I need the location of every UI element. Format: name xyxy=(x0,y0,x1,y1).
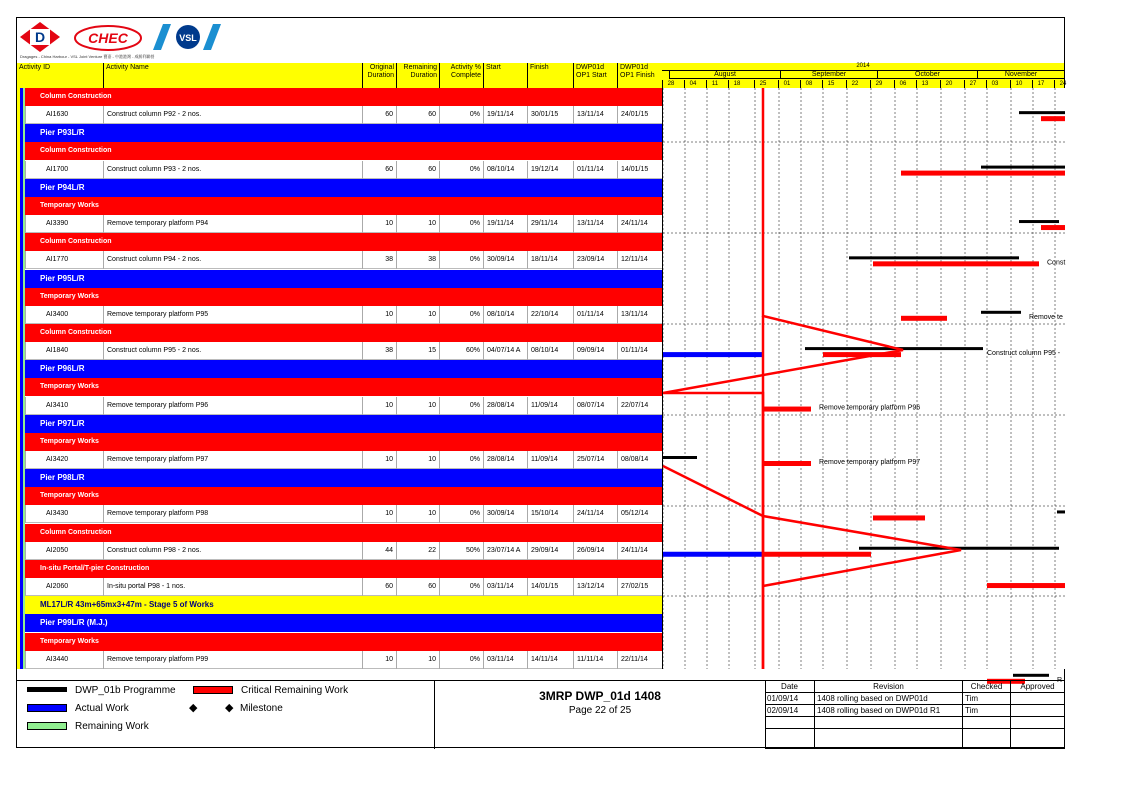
group-name: Pier P97L/R xyxy=(40,418,85,428)
revision-table xyxy=(765,681,1065,749)
gantt-bar xyxy=(763,407,811,412)
rev-text: 1408 rolling based on DWP01d R1 xyxy=(815,705,963,717)
cell-orig: 38 xyxy=(362,342,396,360)
timescale-week: 27 xyxy=(964,80,981,88)
group-header-row[interactable] xyxy=(25,633,662,651)
gantt-bar xyxy=(1041,116,1065,121)
cell-pct: 0% xyxy=(439,505,483,523)
milestone-diamond-icon: ◆ xyxy=(225,702,234,714)
legend-actual-label: Actual Work xyxy=(75,703,129,714)
timescale-week: 25 xyxy=(754,80,771,88)
footer xyxy=(17,680,1064,749)
cell-orig: 10 xyxy=(362,397,396,415)
cell-op1-finish: 22/11/14 xyxy=(617,651,662,669)
cell-rem: 10 xyxy=(396,505,439,523)
cell-finish: 11/09/14 xyxy=(527,397,573,415)
gantt-bar xyxy=(901,171,1065,176)
cell-rem: 60 xyxy=(396,161,439,179)
cell-pct: 0% xyxy=(439,306,483,324)
group-name: Pier P99L/R (M.J.) xyxy=(40,618,108,628)
cell-op1-finish: 08/08/14 xyxy=(617,451,662,469)
cell-start: 23/07/14 A xyxy=(483,542,527,560)
group-name: Column Construction xyxy=(40,528,112,536)
gantt-bar xyxy=(981,166,1065,169)
cell-rem: 38 xyxy=(396,251,439,269)
timescale-week: 01 xyxy=(778,80,795,88)
cell-name: In-situ portal P98 - 1 nos. xyxy=(103,578,362,596)
col-finish[interactable]: Finish xyxy=(527,63,573,88)
group-header-row[interactable] xyxy=(25,596,662,614)
cell-op1-finish: 13/11/14 xyxy=(617,306,662,324)
cell-orig: 38 xyxy=(362,251,396,269)
critical-path-line xyxy=(663,466,961,586)
cell-op1-start: 09/09/14 xyxy=(573,342,617,360)
group-header-row[interactable] xyxy=(25,560,662,578)
rev-date: 02/09/14 xyxy=(765,705,815,717)
col-op1-finish[interactable]: DWP01d OP1 Finish xyxy=(617,63,662,88)
cell-name: Construct column P93 - 2 nos. xyxy=(103,161,362,179)
cell-pct: 50% xyxy=(439,542,483,560)
group-name: Pier P93L/R xyxy=(40,128,85,138)
col-original-duration[interactable]: Original Duration xyxy=(362,63,396,88)
cell-name: Remove temporary platform P97 xyxy=(103,451,362,469)
cell-start: 30/09/14 xyxy=(483,505,527,523)
row-indicator-bar xyxy=(17,88,25,669)
col-remaining-duration[interactable]: Remaining Duration xyxy=(396,63,439,88)
table-row[interactable] xyxy=(25,306,662,324)
cell-op1-start: 13/11/14 xyxy=(573,106,617,124)
group-header-row[interactable] xyxy=(25,614,662,632)
timescale-month: November xyxy=(977,71,1064,79)
cell-orig: 44 xyxy=(362,542,396,560)
group-name: Pier P94L/R xyxy=(40,182,85,192)
table-row[interactable] xyxy=(25,451,662,469)
cell-op1-finish: 14/01/15 xyxy=(617,161,662,179)
rev-checked: Tim xyxy=(963,693,1011,705)
group-name: In-situ Portal/T-pier Construction xyxy=(40,564,150,572)
cell-op1-start: 01/11/14 xyxy=(573,161,617,179)
gantt-bar xyxy=(763,461,811,466)
cell-id: AI1630 xyxy=(25,106,103,124)
col-op1-start[interactable]: DWP01d OP1 Start xyxy=(573,63,617,88)
timescale-month: September xyxy=(780,71,877,79)
cell-orig: 60 xyxy=(362,161,396,179)
cell-name: Construct column P92 - 2 nos. xyxy=(103,106,362,124)
table-row[interactable] xyxy=(25,542,662,560)
cell-finish: 30/01/15 xyxy=(527,106,573,124)
cell-rem: 10 xyxy=(396,451,439,469)
cell-finish: 29/11/14 xyxy=(527,215,573,233)
rev-header-date: Date xyxy=(765,681,815,693)
cell-op1-start: 11/11/14 xyxy=(573,651,617,669)
table-row[interactable] xyxy=(25,342,662,360)
cell-id: AI3410 xyxy=(25,397,103,415)
group-name: Pier P95L/R xyxy=(40,273,85,283)
cell-id: AI1770 xyxy=(25,251,103,269)
legend-remaining-label: Remaining Work xyxy=(75,721,149,732)
rev-header-revision: Revision xyxy=(815,681,963,693)
rev-approved xyxy=(1011,729,1065,749)
table-row[interactable] xyxy=(25,215,662,233)
cell-pct: 0% xyxy=(439,578,483,596)
group-name: Temporary Works xyxy=(40,437,99,445)
gantt-bar xyxy=(1057,510,1065,513)
gantt-bar xyxy=(1041,225,1065,230)
gantt-bar xyxy=(901,316,947,321)
cell-rem: 10 xyxy=(396,215,439,233)
cell-pct: 0% xyxy=(439,397,483,415)
gantt-bar xyxy=(663,552,763,557)
group-header-row[interactable] xyxy=(25,324,662,342)
group-header-row[interactable] xyxy=(25,233,662,251)
timescale-week: 17 xyxy=(1032,80,1049,88)
cell-start: 03/11/14 xyxy=(483,578,527,596)
gantt-bar-label: Remove te xyxy=(1029,313,1063,321)
table-row[interactable] xyxy=(25,505,662,523)
cell-finish: 15/10/14 xyxy=(527,505,573,523)
cell-name: Construct column P95 - 2 nos. xyxy=(103,342,362,360)
rev-approved xyxy=(1011,705,1065,717)
cell-pct: 60% xyxy=(439,342,483,360)
timescale-month: October xyxy=(877,71,977,79)
legend-programme-swatch xyxy=(27,687,67,692)
timescale-week: 08 xyxy=(800,80,817,88)
group-name: ML17L/R 43m+65mx3+47m - Stage 5 of Works xyxy=(40,600,214,610)
gantt-bar-label: Const xyxy=(1047,259,1066,267)
rev-checked xyxy=(963,729,1011,749)
timescale-week: 24 xyxy=(1054,80,1071,88)
cell-op1-finish: 12/11/14 xyxy=(617,251,662,269)
cell-finish: 29/09/14 xyxy=(527,542,573,560)
legend xyxy=(17,681,434,749)
svg-text:D: D xyxy=(34,29,46,45)
gantt-bar xyxy=(873,515,925,520)
group-header-row[interactable] xyxy=(25,378,662,396)
group-header-row[interactable] xyxy=(25,88,662,106)
group-header-row[interactable] xyxy=(25,124,662,142)
cell-op1-start: 13/12/14 xyxy=(573,578,617,596)
cell-rem: 60 xyxy=(396,578,439,596)
cell-id: AI2060 xyxy=(25,578,103,596)
legend-actual-swatch xyxy=(27,704,67,712)
cell-op1-finish: 05/12/14 xyxy=(617,505,662,523)
group-header-row[interactable] xyxy=(25,487,662,505)
rev-text xyxy=(815,717,963,729)
col-activity-name[interactable]: Activity Name xyxy=(103,63,362,88)
timescale-month: August xyxy=(669,71,780,79)
cell-op1-finish: 27/02/15 xyxy=(617,578,662,596)
group-header-row[interactable] xyxy=(25,142,662,160)
group-name: Temporary Works xyxy=(40,492,99,500)
cell-name: Construct column P94 - 2 nos. xyxy=(103,251,362,269)
timescale-week: 15 xyxy=(822,80,839,88)
cell-op1-start: 01/11/14 xyxy=(573,306,617,324)
timescale-week: 29 xyxy=(870,80,887,88)
col-start[interactable]: Start xyxy=(483,63,527,88)
group-name: Temporary Works xyxy=(40,383,99,391)
cell-name: Remove temporary platform P94 xyxy=(103,215,362,233)
col-activity-id[interactable]: Activity ID xyxy=(19,64,51,71)
group-header-row[interactable] xyxy=(25,179,662,197)
timescale-week: 11 xyxy=(706,80,723,88)
timescale-year: 2014 xyxy=(662,63,1064,71)
gantt-bar xyxy=(873,261,1039,266)
cell-name: Remove temporary platform P95 xyxy=(103,306,362,324)
rev-date: 01/09/14 xyxy=(765,693,815,705)
cell-finish: 18/11/14 xyxy=(527,251,573,269)
group-header-row[interactable] xyxy=(25,433,662,451)
cell-name: Remove temporary platform P99 xyxy=(103,651,362,669)
rev-approved xyxy=(1011,717,1065,729)
group-name: Pier P96L/R xyxy=(40,364,85,374)
table-row[interactable] xyxy=(25,397,662,415)
vsl-logo-icon xyxy=(153,22,223,52)
cell-id: AI3400 xyxy=(25,306,103,324)
rev-header-approved: Approved xyxy=(1011,681,1065,693)
gantt-bar xyxy=(763,552,871,557)
group-header-row[interactable] xyxy=(25,524,662,542)
cell-name: Construct column P98 - 2 nos. xyxy=(103,542,362,560)
gantt-bar-label: Construct column P95 - xyxy=(987,350,1061,358)
cell-finish: 19/12/14 xyxy=(527,161,573,179)
timescale-week: 22 xyxy=(846,80,863,88)
cell-start: 08/10/14 xyxy=(483,306,527,324)
rev-text: 1408 rolling based on DWP01d xyxy=(815,693,963,705)
logo-area xyxy=(18,20,218,62)
rev-header-checked: Checked xyxy=(963,681,1011,693)
group-name: Temporary Works xyxy=(40,637,99,645)
table-row[interactable] xyxy=(25,161,662,179)
cell-id: AI1840 xyxy=(25,342,103,360)
cell-op1-finish: 24/11/14 xyxy=(617,215,662,233)
cell-start: 19/11/14 xyxy=(483,215,527,233)
table-header xyxy=(17,63,662,89)
timescale-week: 10 xyxy=(1010,80,1027,88)
cell-id: AI3440 xyxy=(25,651,103,669)
cell-op1-start: 13/11/14 xyxy=(573,215,617,233)
cell-pct: 0% xyxy=(439,651,483,669)
legend-programme-label: DWP_01b Programme xyxy=(75,685,176,696)
cell-rem: 22 xyxy=(396,542,439,560)
timescale-week: 20 xyxy=(940,80,957,88)
cell-start: 04/07/14 A xyxy=(483,342,527,360)
table-row[interactable] xyxy=(25,106,662,124)
gantt-bar xyxy=(663,456,697,459)
project-title: 3MRP DWP_01d 1408 xyxy=(539,689,661,703)
cell-pct: 0% xyxy=(439,451,483,469)
timescale-week: 13 xyxy=(916,80,933,88)
cell-pct: 0% xyxy=(439,251,483,269)
svg-text:VSL: VSL xyxy=(179,33,197,43)
cell-orig: 10 xyxy=(362,215,396,233)
group-header-row[interactable] xyxy=(25,270,662,288)
cell-pct: 0% xyxy=(439,161,483,179)
gantt-chart xyxy=(662,88,1066,684)
cell-start: 08/10/14 xyxy=(483,161,527,179)
legend-milestone-label: Milestone xyxy=(240,703,283,714)
group-name: Temporary Works xyxy=(40,292,99,300)
gantt-bar xyxy=(987,583,1065,588)
timescale-week: 18 xyxy=(728,80,745,88)
cell-op1-start: 25/07/14 xyxy=(573,451,617,469)
cell-orig: 60 xyxy=(362,106,396,124)
legend-critical-swatch xyxy=(193,686,233,694)
cell-id: AI2050 xyxy=(25,542,103,560)
gantt-bar xyxy=(1019,111,1065,114)
col-activity-pct[interactable]: Activity % Complete xyxy=(439,63,483,88)
gantt-bar xyxy=(849,256,1019,259)
title-block xyxy=(434,681,766,749)
timescale-week: 06 xyxy=(894,80,911,88)
group-header-row[interactable] xyxy=(25,360,662,378)
rev-checked xyxy=(963,717,1011,729)
table-row[interactable] xyxy=(25,578,662,596)
group-name: Column Construction xyxy=(40,328,112,336)
rev-text xyxy=(815,729,963,749)
svg-text:CHEC: CHEC xyxy=(88,30,128,46)
cell-start: 03/11/14 xyxy=(483,651,527,669)
timescale-week: 04 xyxy=(684,80,701,88)
rev-date xyxy=(765,729,815,749)
rev-approved xyxy=(1011,693,1065,705)
group-name: Column Construction xyxy=(40,93,112,100)
milestone-diamond-icon: ◆ xyxy=(189,702,198,714)
cell-name: Remove temporary platform P96 xyxy=(103,397,362,415)
cell-rem: 60 xyxy=(396,106,439,124)
cell-finish: 14/01/15 xyxy=(527,578,573,596)
cell-orig: 10 xyxy=(362,306,396,324)
cell-orig: 10 xyxy=(362,505,396,523)
cell-op1-start: 24/11/14 xyxy=(573,505,617,523)
rev-checked: Tim xyxy=(963,705,1011,717)
gantt-bar xyxy=(663,352,763,357)
cell-pct: 0% xyxy=(439,215,483,233)
rev-date xyxy=(765,717,815,729)
group-header-row[interactable] xyxy=(25,415,662,433)
cell-finish: 14/11/14 xyxy=(527,651,573,669)
group-name: Column Construction xyxy=(40,147,112,155)
gantt-bar-label: Remove temporary platform P97 xyxy=(819,459,921,466)
group-header-row[interactable] xyxy=(25,288,662,306)
cell-id: AI3390 xyxy=(25,215,103,233)
table-row[interactable] xyxy=(25,651,662,669)
cell-start: 30/09/14 xyxy=(483,251,527,269)
cell-op1-finish: 24/11/14 xyxy=(617,542,662,560)
timescale-header xyxy=(662,63,1067,89)
cell-op1-finish: 01/11/14 xyxy=(617,342,662,360)
group-name: Temporary Works xyxy=(40,201,99,209)
gantt-bar-label: Remove temporary platform P96 xyxy=(819,404,921,412)
timescale-week: 03 xyxy=(986,80,1003,88)
cell-orig: 60 xyxy=(362,578,396,596)
cell-op1-start: 08/07/14 xyxy=(573,397,617,415)
cell-op1-start: 26/09/14 xyxy=(573,542,617,560)
logo-caption: Dragages - China Harbour - VSL Joint Venture 寶嘉 - 中港港灣 - 威勝利聯營 xyxy=(20,54,155,59)
group-header-row[interactable] xyxy=(25,197,662,215)
activity-table xyxy=(25,88,662,669)
cell-op1-finish: 24/01/15 xyxy=(617,106,662,124)
cell-finish: 22/10/14 xyxy=(527,306,573,324)
page-number: Page 22 of 25 xyxy=(568,705,632,716)
cell-pct: 0% xyxy=(439,106,483,124)
group-name: Pier P98L/R xyxy=(40,473,85,483)
cell-rem: 10 xyxy=(396,306,439,324)
legend-critical-label: Critical Remaining Work xyxy=(241,685,349,696)
legend-remaining-swatch xyxy=(27,722,67,730)
gantt-bar xyxy=(1013,674,1049,677)
cell-orig: 10 xyxy=(362,451,396,469)
cell-op1-finish: 22/07/14 xyxy=(617,397,662,415)
cell-start: 28/08/14 xyxy=(483,451,527,469)
dragages-logo-icon xyxy=(20,22,60,52)
cell-start: 19/11/14 xyxy=(483,106,527,124)
chec-logo-icon xyxy=(73,24,143,52)
cell-id: AI1700 xyxy=(25,161,103,179)
cell-finish: 11/09/14 xyxy=(527,451,573,469)
group-header-row[interactable] xyxy=(25,469,662,487)
cell-rem: 10 xyxy=(396,397,439,415)
timescale-week: 28 xyxy=(662,80,679,88)
gantt-bar-label: R xyxy=(1057,676,1063,684)
cell-name: Remove temporary platform P98 xyxy=(103,505,362,523)
cell-op1-start: 23/09/14 xyxy=(573,251,617,269)
group-name: Column Construction xyxy=(40,238,112,246)
cell-id: AI3420 xyxy=(25,451,103,469)
cell-rem: 10 xyxy=(396,651,439,669)
cell-start: 28/08/14 xyxy=(483,397,527,415)
gantt-canvas xyxy=(663,88,1066,684)
cell-rem: 15 xyxy=(396,342,439,360)
gantt-bar xyxy=(981,311,1021,314)
cell-finish: 08/10/14 xyxy=(527,342,573,360)
table-row[interactable] xyxy=(25,251,662,269)
gantt-bar xyxy=(1019,220,1059,223)
cell-id: AI3430 xyxy=(25,505,103,523)
cell-orig: 10 xyxy=(362,651,396,669)
